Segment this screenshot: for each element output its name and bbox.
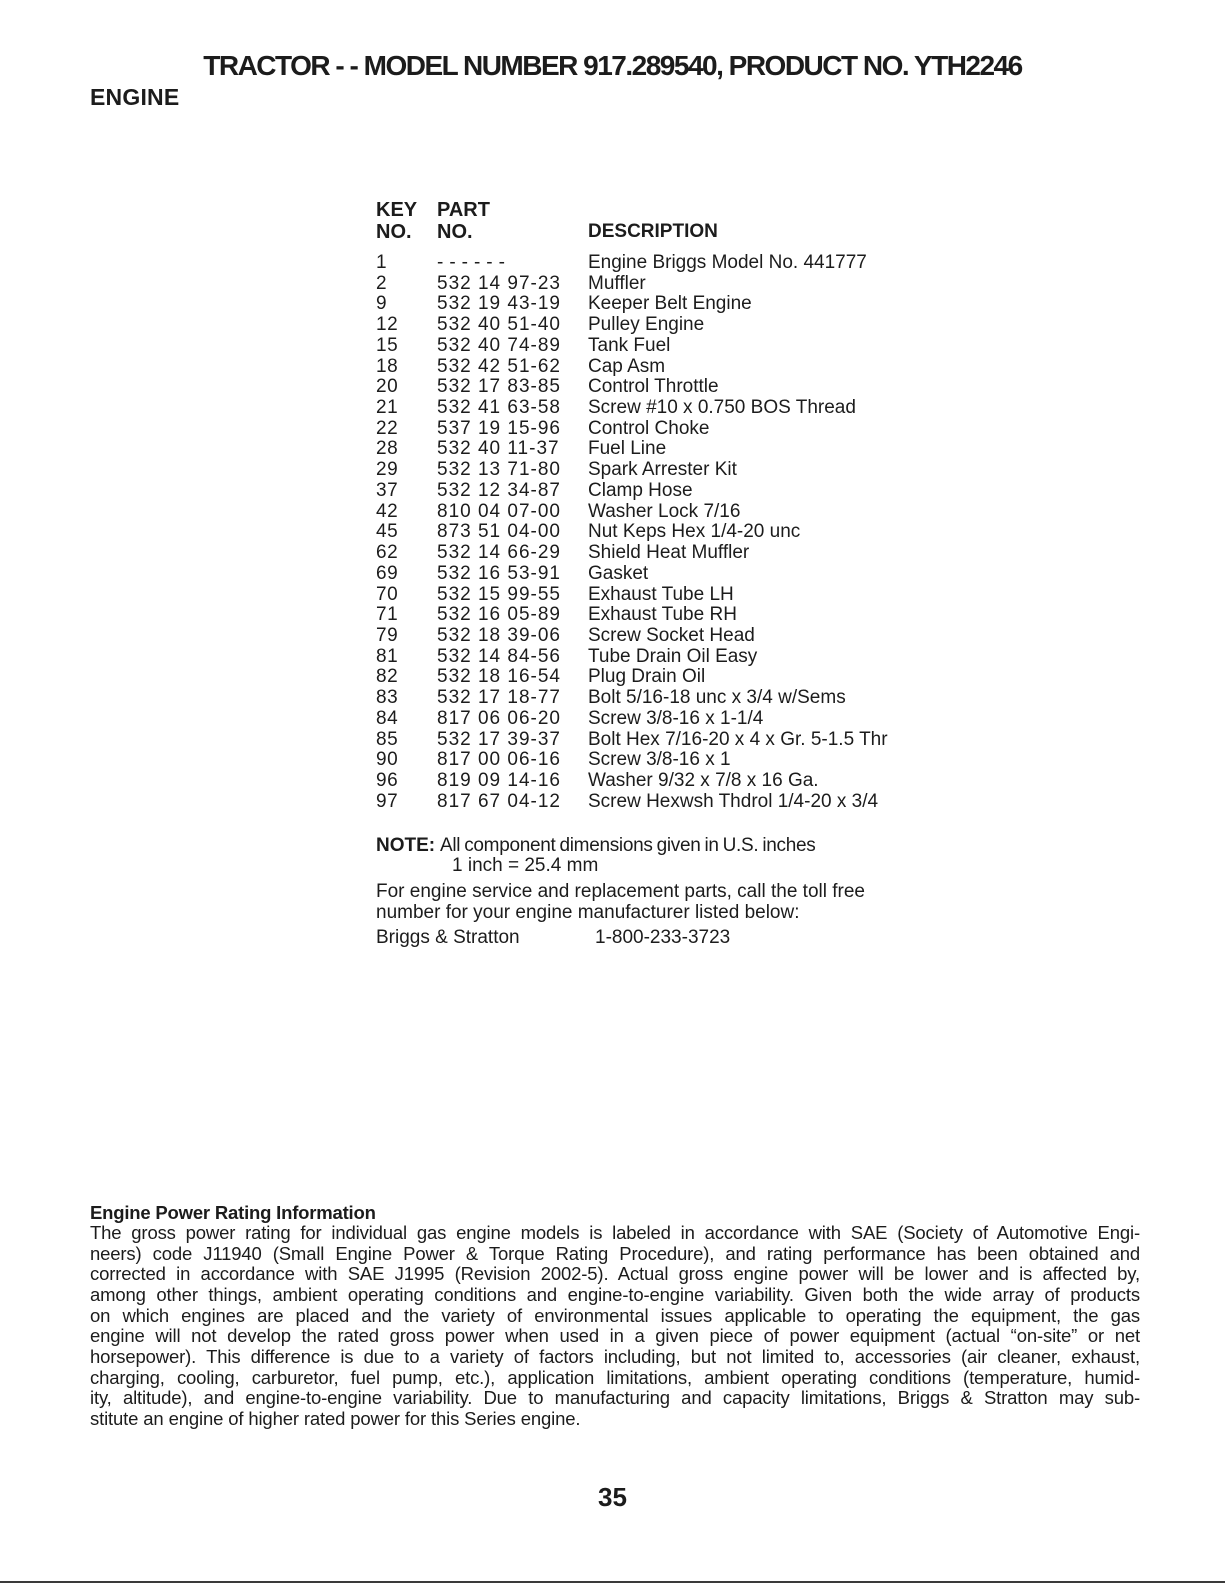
note-conversion: 1 inch = 25.4 mm: [452, 855, 599, 876]
part-no-cell: 532 14 66-29: [437, 542, 561, 564]
table-row: [0, 709, 1225, 730]
table-row: [0, 294, 1225, 315]
table-row: [0, 667, 1225, 688]
description-cell: Plug Drain Oil: [588, 666, 706, 688]
part-no-cell: 532 40 51-40: [437, 314, 561, 336]
key-no-cell: 84: [376, 707, 399, 729]
description-cell: Keeper Belt Engine: [588, 293, 752, 315]
description-cell: Screw Hexwsh Thdrol 1/4-20 x 3/4: [588, 790, 879, 812]
table-row: [0, 315, 1225, 336]
parts-table-body: [0, 253, 1225, 812]
key-no-cell: 42: [376, 500, 399, 522]
section-title: ENGINE: [90, 84, 180, 110]
description-header: DESCRIPTION: [588, 221, 718, 242]
description-cell: Nut Keps Hex 1/4-20 unc: [588, 521, 801, 543]
part-no-cell: 532 16 05-89: [437, 604, 561, 626]
manufacturer-phone: 1-800-233-3723: [595, 927, 731, 948]
description-cell: Washer Lock 7/16: [588, 500, 741, 522]
table-row: [0, 688, 1225, 709]
key-no-cell: 83: [376, 687, 399, 709]
key-no-header-line1: KEY: [376, 199, 418, 221]
manufacturer-name: Briggs & Stratton: [376, 927, 520, 948]
part-no-cell: 532 12 34-87: [437, 479, 561, 501]
part-no-cell: 537 19 15-96: [437, 417, 561, 439]
key-no-cell: 79: [376, 624, 399, 646]
service-text-line: number for your engine manufacturer listed below:: [376, 902, 800, 923]
table-row: [0, 605, 1225, 626]
table-row: [0, 564, 1225, 585]
part-no-cell: 532 18 39-06: [437, 624, 561, 646]
table-row: [0, 750, 1225, 771]
part-no-cell: 817 06 06-20: [437, 707, 561, 729]
document-title: TRACTOR - - MODEL NUMBER 917.289540, PRODUCT NO. YTH2246: [203, 50, 1022, 81]
part-no-cell: 819 09 14-16: [437, 769, 561, 791]
table-row: [0, 792, 1225, 813]
paragraph-line: stitute an engine of higher rated power for this Series engine.: [90, 1407, 581, 1429]
table-row: [0, 419, 1225, 440]
part-no-cell: 817 67 04-12: [437, 790, 561, 812]
part-no-cell: 817 00 06-16: [437, 749, 561, 771]
part-no-cell: 532 41 63-58: [437, 397, 561, 419]
key-no-cell: 37: [376, 479, 399, 501]
description-cell: Screw 3/8-16 x 1: [588, 749, 731, 771]
key-no-cell: 22: [376, 417, 399, 439]
table-row: [0, 771, 1225, 792]
note-label: NOTE:: [376, 835, 436, 856]
power-rating-paragraph: [90, 1223, 1140, 1430]
part-no-cell: 532 14 97-23: [437, 272, 561, 294]
power-rating-heading: Engine Power Rating Information: [90, 1202, 376, 1223]
key-no-cell: 12: [376, 314, 399, 336]
description-cell: Tube Drain Oil Easy: [588, 645, 758, 667]
table-row: [0, 253, 1225, 274]
table-row: [0, 357, 1225, 378]
description-cell: Gasket: [588, 562, 649, 584]
key-no-cell: 9: [376, 293, 388, 315]
table-row: [0, 585, 1225, 606]
description-cell: Control Choke: [588, 417, 710, 439]
part-no-cell: 532 40 11-37: [437, 438, 560, 460]
part-no-cell: 532 17 18-77: [437, 687, 561, 709]
table-row: [0, 274, 1225, 295]
part-no-cell: 532 19 43-19: [437, 293, 561, 315]
paragraph-line: ity, altitude), and engine-to-engine variability. Due to manufacturing and capacity limitations, Briggs & Stratton may sub-: [90, 1387, 1140, 1409]
page-number: 35: [598, 1482, 627, 1512]
key-no-cell: 69: [376, 562, 399, 584]
description-cell: Fuel Line: [588, 438, 667, 460]
description-cell: Spark Arrester Kit: [588, 459, 737, 481]
part-no-cell: 532 17 83-85: [437, 376, 561, 398]
page-bottom-border: [0, 1581, 1225, 1583]
table-row: [0, 543, 1225, 564]
part-no-cell: 810 04 07-00: [437, 500, 561, 522]
key-no-cell: 62: [376, 542, 399, 564]
part-no-cell: 532 42 51-62: [437, 355, 561, 377]
part-no-cell: 532 18 16-54: [437, 666, 561, 688]
note-text: All component dimensions given in U.S. inches: [440, 835, 816, 856]
paragraph-line: neers) code J11940 (Small Engine Power & Torque Rating Procedure), and rating performance has been obtained and: [90, 1242, 1140, 1264]
key-no-cell: 29: [376, 459, 399, 481]
key-no-cell: 28: [376, 438, 399, 460]
key-no-cell: 90: [376, 749, 399, 771]
description-cell: Pulley Engine: [588, 314, 705, 336]
paragraph-line: horsepower). This difference is due to a variety of factors including, but not limited to, accessories (air cleaner, exhaust,: [90, 1345, 1140, 1367]
part-no-cell: ------: [437, 252, 511, 273]
part-no-cell: 532 14 84-56: [437, 645, 561, 667]
paragraph-line: The gross power rating for individual gas engine models is labeled in accordance with SAE (Society of Automotive Engi-: [90, 1222, 1140, 1243]
key-no-cell: 96: [376, 769, 399, 791]
description-cell: Cap Asm: [588, 355, 666, 377]
part-no-cell: 532 17 39-37: [437, 728, 561, 750]
key-no-cell: 15: [376, 334, 399, 356]
paragraph-line: engine will not develop the rated gross power when used in a given piece of power equipment (actual “on-site” or net: [90, 1325, 1140, 1347]
table-row: [0, 626, 1225, 647]
service-text-line: For engine service and replacement parts, call the toll free: [376, 881, 865, 902]
part-no-cell: 873 51 04-00: [437, 521, 561, 543]
paragraph-line: on which engines are placed and the variety of environmental issues applicable to operating the equipment, the gas: [90, 1304, 1140, 1326]
key-no-cell: 70: [376, 583, 399, 605]
key-no-cell: 85: [376, 728, 399, 750]
key-no-cell: 1: [376, 252, 388, 273]
description-cell: Exhaust Tube LH: [588, 583, 734, 605]
description-cell: Muffler: [588, 272, 646, 294]
description-cell: Clamp Hose: [588, 479, 693, 501]
key-no-cell: 21: [376, 397, 399, 419]
key-no-cell: 71: [376, 604, 399, 626]
table-row: [0, 377, 1225, 398]
part-no-cell: 532 16 53-91: [437, 562, 561, 584]
description-cell: Bolt 5/16-18 unc x 3/4 w/Sems: [588, 687, 846, 709]
table-row: [0, 481, 1225, 502]
description-cell: Shield Heat Muffler: [588, 542, 750, 564]
paragraph-line: among other things, ambient operating conditions and engine-to-engine variability. Given both the wide array of products: [90, 1283, 1140, 1305]
table-row: [0, 460, 1225, 481]
description-cell: Tank Fuel: [588, 334, 671, 356]
key-no-cell: 2: [376, 272, 388, 294]
key-no-header-line2: NO.: [376, 221, 412, 243]
table-row: [0, 336, 1225, 357]
key-no-cell: 45: [376, 521, 399, 543]
description-cell: Bolt Hex 7/16-20 x 4 x Gr. 5-1.5 Thr: [588, 728, 888, 750]
paragraph-line: charging, cooling, carburetor, fuel pump, etc.), application limitations, ambient operating conditions (temperature, humid-: [90, 1366, 1140, 1388]
key-no-cell: 81: [376, 645, 399, 667]
description-cell: Screw 3/8-16 x 1-1/4: [588, 707, 764, 729]
description-cell: Control Throttle: [588, 376, 719, 398]
part-no-header-line1: PART: [437, 199, 490, 221]
part-no-header-line2: NO.: [437, 221, 473, 243]
description-cell: Exhaust Tube RH: [588, 604, 737, 626]
table-row: [0, 439, 1225, 460]
table-row: [0, 398, 1225, 419]
description-cell: Screw #10 x 0.750 BOS Thread: [588, 397, 856, 419]
description-cell: Engine Briggs Model No. 441777: [588, 252, 867, 273]
key-no-cell: 82: [376, 666, 399, 688]
paragraph-line: corrected in accordance with SAE J1995 (Revision 2002-5). Actual gross engine power will be lower and is affected by,: [90, 1263, 1140, 1285]
part-no-cell: 532 40 74-89: [437, 334, 561, 356]
key-no-cell: 97: [376, 790, 399, 812]
key-no-cell: 18: [376, 355, 399, 377]
description-cell: Screw Socket Head: [588, 624, 755, 646]
part-no-cell: 532 15 99-55: [437, 583, 561, 605]
description-cell: Washer 9/32 x 7/8 x 16 Ga.: [588, 769, 819, 791]
key-no-cell: 20: [376, 376, 399, 398]
table-row: [0, 502, 1225, 523]
part-no-cell: 532 13 71-80: [437, 459, 561, 481]
table-row: [0, 647, 1225, 668]
table-row: [0, 522, 1225, 543]
table-row: [0, 730, 1225, 751]
